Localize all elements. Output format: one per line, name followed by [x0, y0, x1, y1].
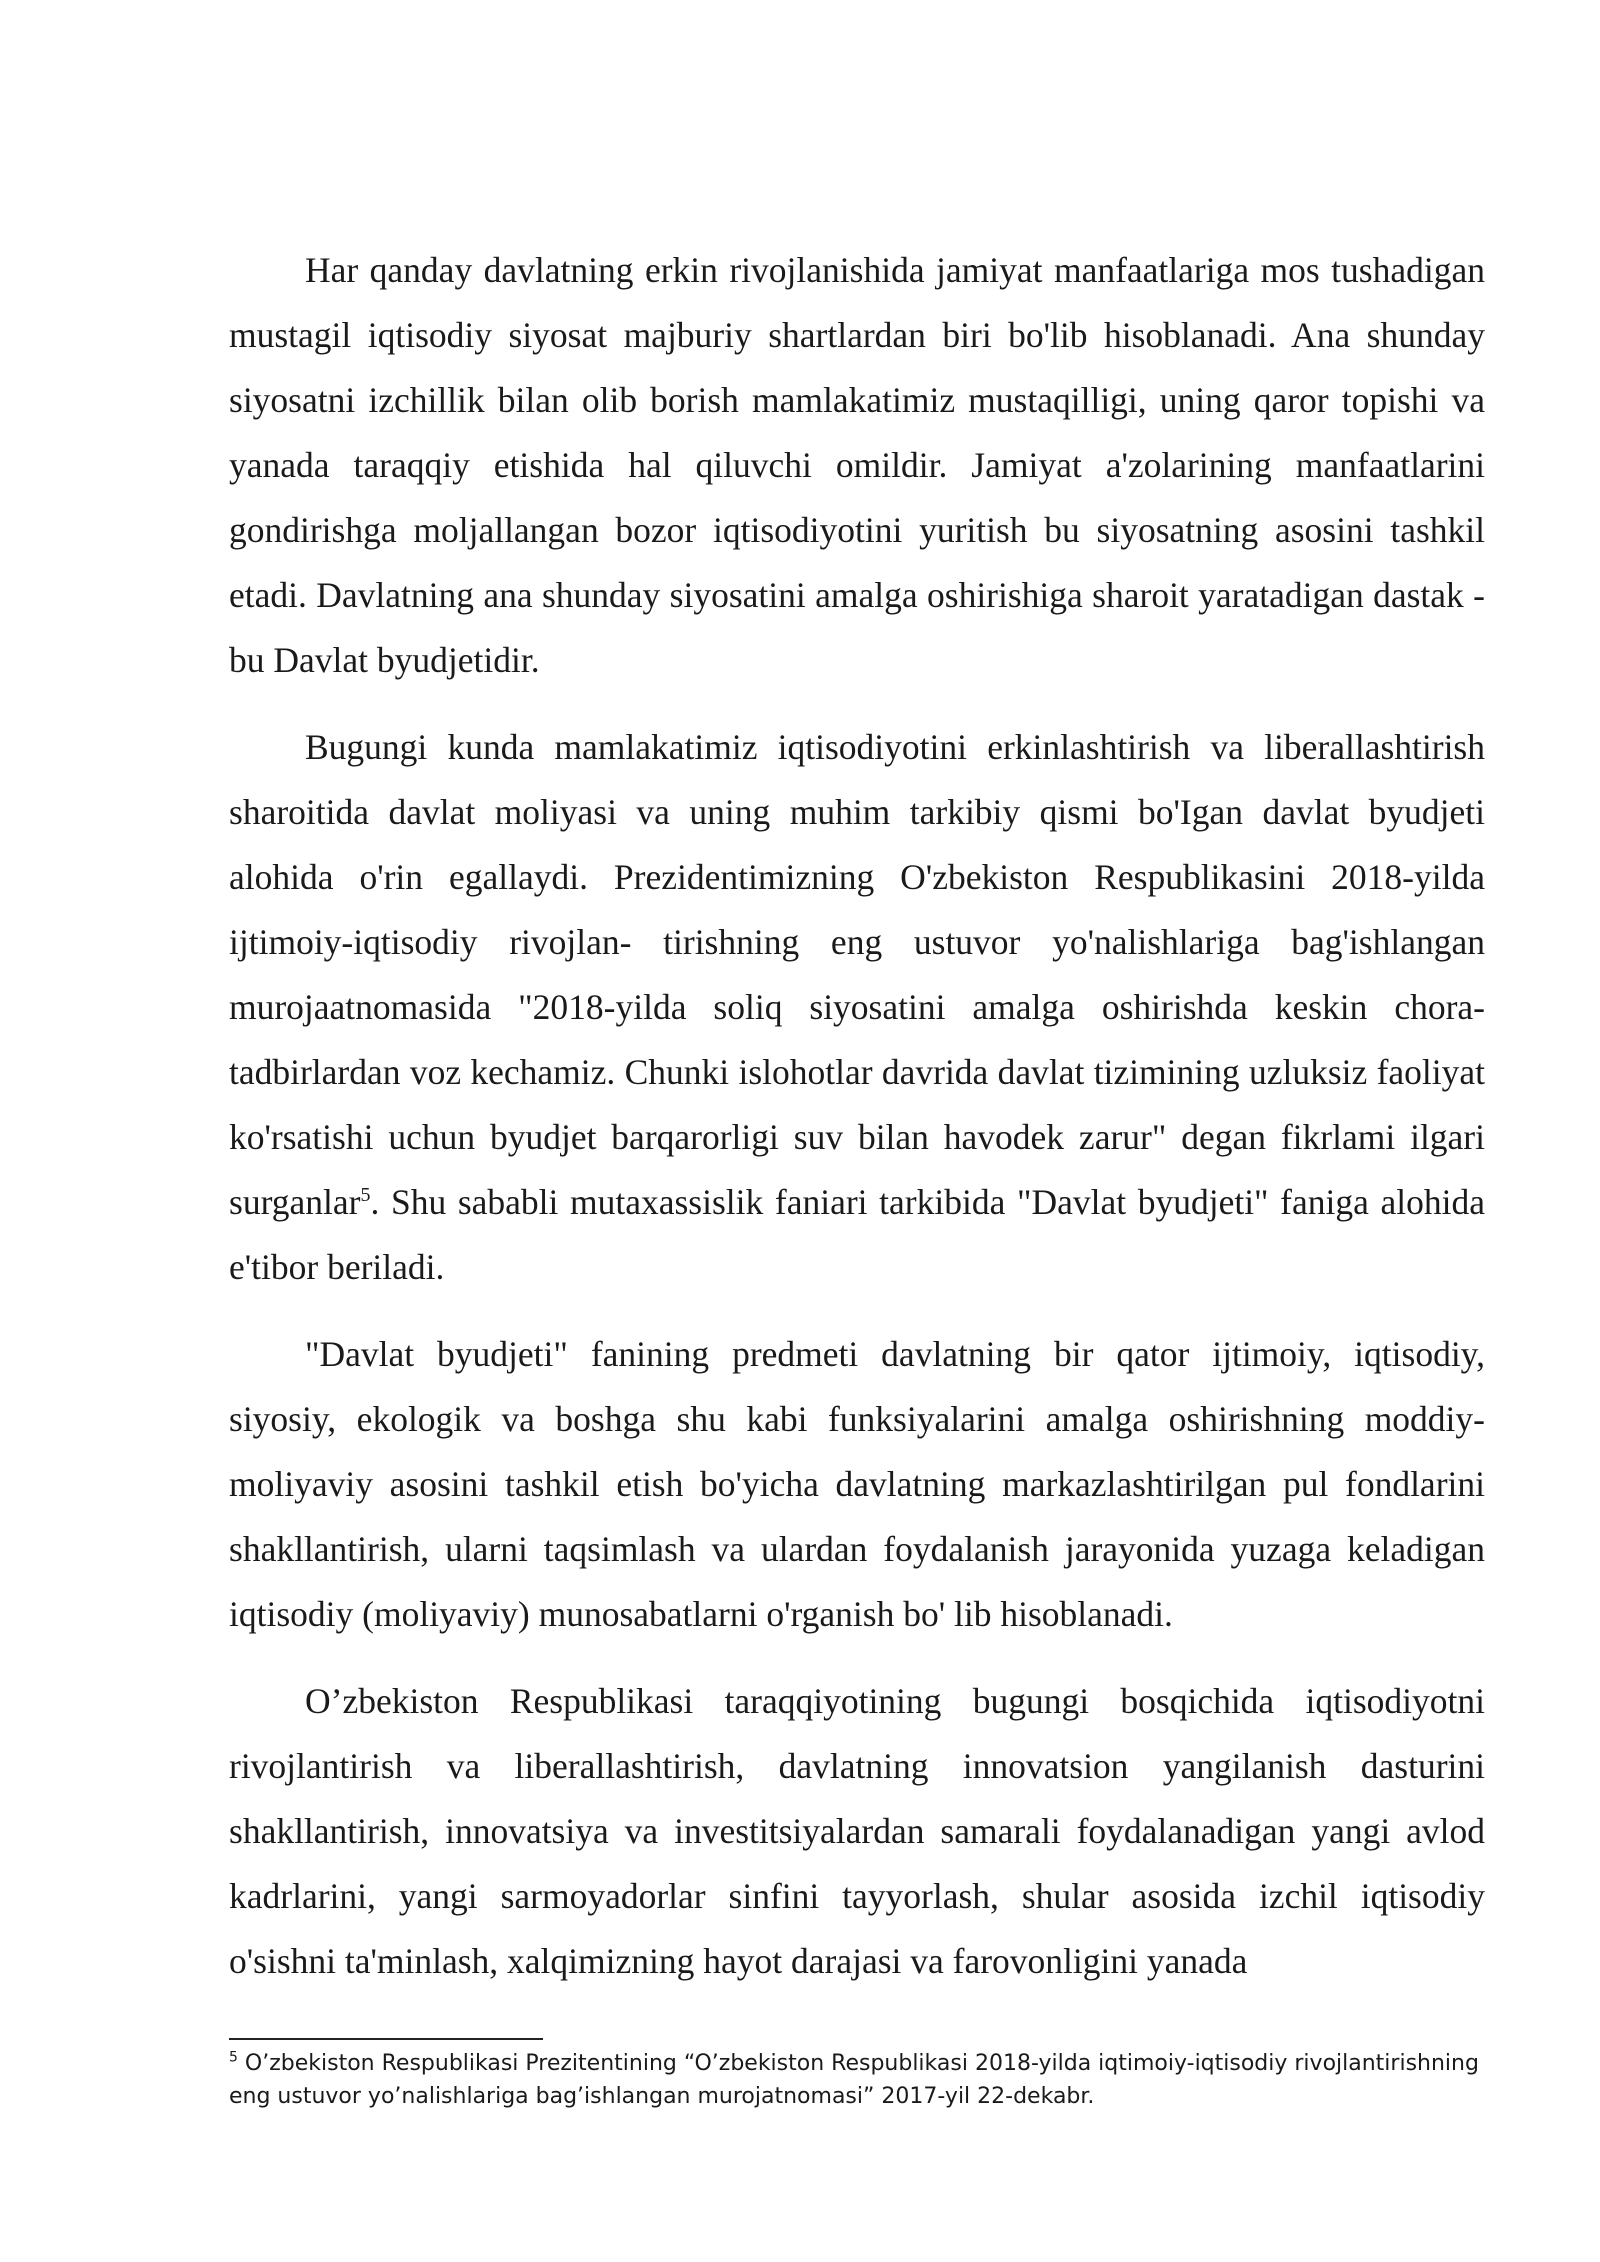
- paragraph-2: [229, 715, 1485, 1300]
- paragraph-3: "Davlat byudjeti" fanining predmeti davlatning bir qator ijtimoiy, iqtisodiy, siyosiy, ekologik va boshga shu kabi funksiyalarini amalga oshirishning moddiy-moliyaviy asosini tashkil etish bo'yicha davlatning markazlashtirilgan pul fondlarini shakllantirish, ularni taqsimlash va ulardan foydalanish jarayonida yuzaga keladigan iqtisodiy (moliyaviy) munosabatlarni o'rganish bo' lib hisoblanadi.: [229, 1334, 1485, 1634]
- paragraph-1: Har qanday davlatning erkin rivojlanishida jamiyat manfaatlariga mos tushadigan mustagil iqtisodiy siyosat majburiy shartlardan biri bo'lib hisoblanadi. Ana shunday siyosatni izchillik bilan olib borish mamlakatimiz mustaqilligi, uning qaror topishi va yanada taraqqiy etishida hal qiluvchi omildir. Jamiyat a'zolarining manfaatlarini gondirishga moljallangan bozor iqtisodiyotini yuritish bu siyosatning asosini tashkil etadi. Davlatning ana shunday siyosatini amalga oshirishiga sharoit yaratadigan dastak - bu Davlat byudjetidir.: [229, 250, 1485, 680]
- paragraph-4: O’zbekiston Respublikasi taraqqiyotining bugungi bosqichida iqtisodiyotni rivojlantirish va liberallashtirish, davlatning innovatsion yangilanish dasturini shakllantirish, innovatsiya va investitsiyalardan samarali foydalanadigan yangi avlod kadrlarini, yangi sarmoyadorlar sinfini tayyorlash, shular asosida izchil iqtisodiy o'sishni ta'minlash, xalqimizning hayot darajasi va farovonligini yanada: [229, 1681, 1485, 1981]
- paragraph-2-text-before-ref: Bugungi kunda mamlakatimiz iqtisodiyotini erkinlashtirish va liberallashtirish sharoitida davlat moliyasi va uning muhim tarkibiy qismi bo'Igan davlat byudjeti alohida o'rin egallaydi. Prezidentimizning O'zbekiston Respublikasini 2018-yilda ijtimoiy-iqtisodiy rivojlan- tirishning eng ustuvor yo'nalishlariga bag'ishlangan murojaatnomasida "2018-yilda soliq siyosatini amalga oshirishda keskin chora-tadbirlardan voz kechamiz. Chunki islohotlar davrida davlat tizimining uzluksiz faoliyat ko'rsatishi uchun byudjet barqarorligi suv bilan havodek zarur" degan fikrlami ilgari surganlar: [229, 727, 1485, 1222]
- footnote-number: 5: [229, 2049, 238, 2066]
- footnote-text: O’zbekiston Respublikasi Prezitentining “O’zbekiston Respublikasi 2018-yilda iqtimoiy-iqtisodiy rivojlantirishning eng ustuvor yo’nalishlariga bag’ishlangan murojatnomasi” 2017-yil 22-dekabr.: [229, 2051, 1479, 2109]
- paragraph-2-text-after-ref: . Shu sababli mutaxassislik faniari tarkibida "Davlat byudjeti" faniga alohida e'tibor beriladi.: [229, 1182, 1485, 1287]
- footnote-reference: 5: [360, 1184, 371, 1207]
- footnote: [229, 2047, 1485, 2113]
- footnote-separator: [229, 2038, 543, 2040]
- body-text: [229, 238, 1485, 1994]
